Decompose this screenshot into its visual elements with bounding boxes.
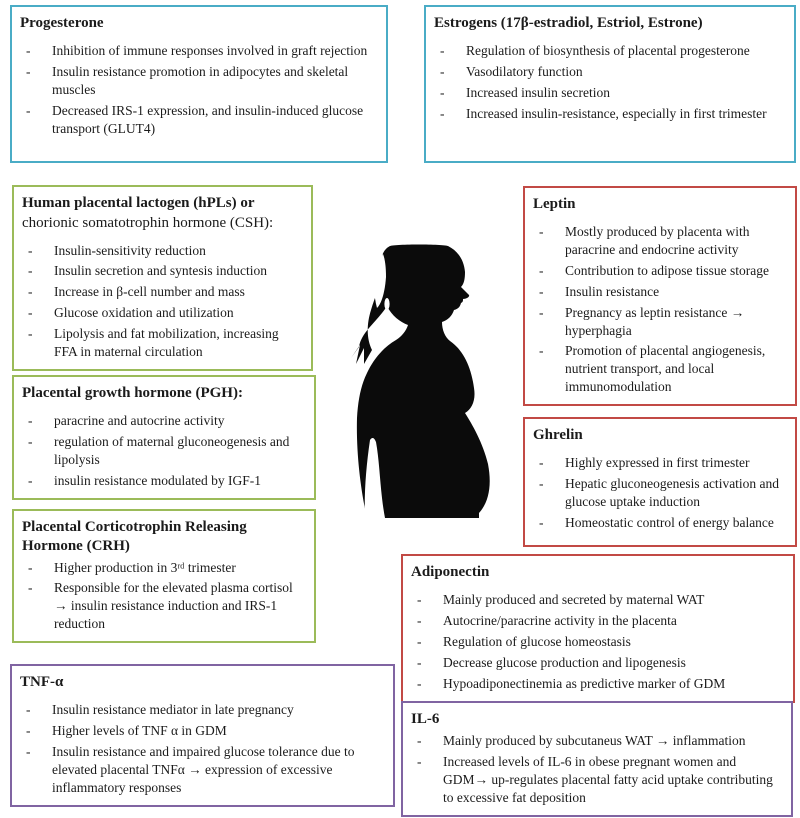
bullet-item: - Contribution to adipose tissue storage [533,262,786,280]
bullet-item: - Higher production in 3ʳᵈ trimester [22,559,305,577]
bullet-item: - Inhibition of immune responses involved in graft rejection [20,42,377,60]
bullet-item: - Increase in β-cell number and mass [22,283,302,301]
bullet-list [20,42,377,138]
box-ghrelin [523,417,797,547]
bullet-item: - Mainly produced and secreted by maternal WAT [411,591,784,609]
bullet-item: - Homeostatic control of energy balance [533,514,786,532]
bullet-list [434,42,785,123]
bullet-item: - Regulation of biosynthesis of placental progesterone [434,42,785,60]
bullet-item: - Highly expressed in first trimester [533,454,786,472]
bullet-item: - Insulin resistance [533,283,786,301]
bullet-item: - Insulin-sensitivity reduction [22,242,302,260]
box-adiponectin [401,554,795,703]
bullet-list [533,223,786,397]
box-estrogens [424,5,796,163]
box-title-crh: Placental Corticotrophin Releasing Hormone (CRH) [22,519,247,554]
box-title-estrogens: Estrogens (17β-estradiol, Estriol, Estrone) [434,15,703,31]
box-leptin [523,186,797,406]
bullet-item: - regulation of maternal gluconeogenesis and lipolysis [22,433,305,469]
bullet-item: - Higher levels of TNF α in GDM [20,722,384,740]
box-title-hpl: Human placental lactogen (hPLs) or [22,195,255,211]
bullet-item: - Hepatic gluconeogenesis activation and glucose uptake induction [533,475,786,511]
box-title-leptin: Leptin [533,196,576,212]
bullet-item: - Insulin secretion and syntesis induction [22,262,302,280]
bullet-item: - Mainly produced by subcutaneus WAT → inflammation [411,732,782,750]
bullet-item: - Hypoadiponectinemia as predictive marker of GDM [411,675,784,693]
box-subtitle-hpl: chorionic somatotrophin hormone (CSH): [22,214,274,231]
bullet-item: - Promotion of placental angiogenesis, nutrient transport, and local immunomodulation [533,342,786,396]
bullet-item: - Increased levels of IL-6 in obese pregnant women and GDM→ up-regulates placental fatty acid uptake contributing to excessive fat deposition [411,753,782,807]
box-tnf-alpha [10,664,395,807]
bullet-item: - Regulation of glucose homeostasis [411,633,784,651]
bullet-item: - Insulin resistance mediator in late pregnancy [20,701,384,719]
bullet-list [22,559,305,634]
box-crh [12,509,316,643]
box-title-adiponectin: Adiponectin [411,564,490,580]
bullet-list [411,591,784,693]
bullet-item: - Glucose oxidation and utilization [22,304,302,322]
bullet-item: - Insulin resistance promotion in adipocytes and skeletal muscles [20,63,377,99]
bullet-list [22,242,302,362]
box-title-progesterone: Progesterone [20,15,104,31]
bullet-item: - Increased insulin-resistance, especially in first trimester [434,105,785,123]
bullet-item: - Autocrine/paracrine activity in the placenta [411,612,784,630]
bullet-item: - paracrine and autocrine activity [22,412,305,430]
bullet-item: - Increased insulin secretion [434,84,785,102]
box-title-ghrelin: Ghrelin [533,427,583,443]
box-hpl [12,185,313,371]
bullet-item: - Responsible for the elevated plasma cortisol → insulin resistance induction and IRS-1 reduction [22,579,305,633]
bullet-list [411,732,782,807]
bullet-item: - Lipolysis and fat mobilization, increasing FFA in maternal circulation [22,325,302,361]
pregnant-woman-silhouette-icon [330,242,507,518]
bullet-list [22,412,305,490]
box-progesterone [10,5,388,163]
bullet-list [533,454,786,532]
box-il6 [401,701,793,817]
box-title-pgh: Placental growth hormone (PGH): [22,385,243,401]
box-pgh [12,375,316,500]
box-title-il6: IL-6 [411,711,440,727]
bullet-list [20,701,384,797]
bullet-item: - Decreased IRS-1 expression, and insulin-induced glucose transport (GLUT4) [20,102,377,138]
bullet-item: - insulin resistance modulated by IGF-1 [22,472,305,490]
bullet-item: - Insulin resistance and impaired glucose tolerance due to elevated placental TNFα → expression of excessive inflammatory responses [20,743,384,797]
box-title-tnf-alpha: TNF-α [20,674,64,690]
bullet-item: - Decrease glucose production and lipogenesis [411,654,784,672]
bullet-item: - Mostly produced by placenta with paracrine and endocrine activity [533,223,786,259]
bullet-item: - Pregnancy as leptin resistance → hyperphagia [533,304,786,340]
bullet-item: - Vasodilatory function [434,63,785,81]
